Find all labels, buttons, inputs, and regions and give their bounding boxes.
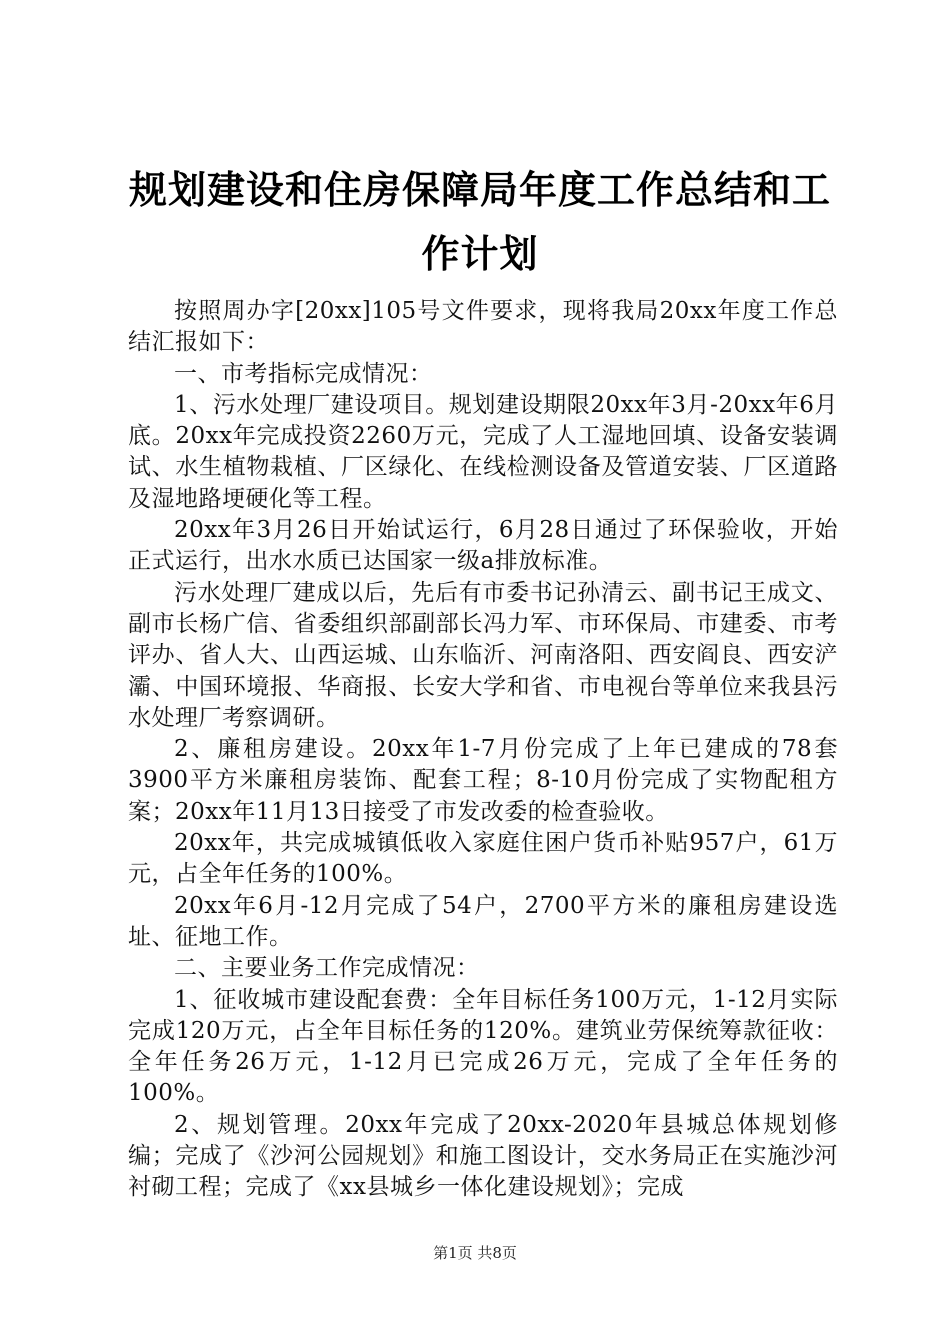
paragraph-inspection-visits: 污水处理厂建成以后，先后有市委书记孙清云、副书记王成文、副市长杨广信、省委组织部副部长冯力军、市环保局、市建委、市考评办、省人大、山西运城、山东临沂、河南洛阳、西安阎良、西安浐灞、中国环境报、华商报、长安大学和省、市电视台等单位来我县污水处理厂考察调研。 bbox=[128, 579, 838, 731]
page-footer: 第1页 共8页 bbox=[433, 1244, 517, 1262]
document-title: 规划建设和住房保障局年度工作总结和工作计划 bbox=[128, 168, 831, 276]
document-body bbox=[128, 296, 838, 1204]
paragraph-low-rent-housing: 2、廉租房建设。20xx年1-7月份完成了上年已建成的78套3900平方米廉租房装饰、配套工程；8-10月份完成了实物配租方案；20xx年11月13日接受了市发改委的检查验收。 bbox=[128, 736, 838, 825]
paragraph-sewage-plant: 1、污水处理厂建设项目。规划建设期限20xx年3月-20xx年6月底。20xx年完成投资2260万元，完成了人工湿地回填、设备安装调试、水生植物栽植、厂区绿化、在线检测设备及管道安装、厂区道路及湿地路埂硬化等工程。 bbox=[128, 391, 838, 512]
section-heading-2: 二、主要业务工作完成情况： bbox=[174, 955, 480, 982]
paragraph-construction-fees: 1、征收城市建设配套费：全年目标任务100万元，1-12月实际完成120万元，占全年目标任务的120%。建筑业劳保统筹款征收：全年任务26万元，1-12月已完成26万元，完成了全年任务的100%。 bbox=[128, 986, 838, 1107]
paragraph-site-selection: 20xx年6月-12月完成了54户，2700平方米的廉租房建设选址、征地工作。 bbox=[128, 892, 838, 950]
section-heading-1: 一、市考指标完成情况： bbox=[174, 360, 433, 387]
paragraph-trial-operation: 20xx年3月26日开始试运行，6月28日通过了环保验收，开始正式运行，出水水质已达国家一级a排放标准。 bbox=[128, 517, 838, 575]
paragraph-planning-management: 2、规划管理。20xx年完成了20xx-2020年县城总体规划修编；完成了《沙河公园规划》和施工图设计，交水务局正在实施沙河衬砌工程；完成了《xx县城乡一体化建设规划》；完成 bbox=[128, 1111, 838, 1201]
paragraph-intro: 按照周办字[20xx]105号文件要求，现将我局20xx年度工作总结汇报如下： bbox=[128, 298, 838, 356]
paragraph-housing-subsidy: 20xx年，共完成城镇低收入家庭住困户货币补贴957户，61万元，占全年任务的100%。 bbox=[128, 830, 838, 888]
